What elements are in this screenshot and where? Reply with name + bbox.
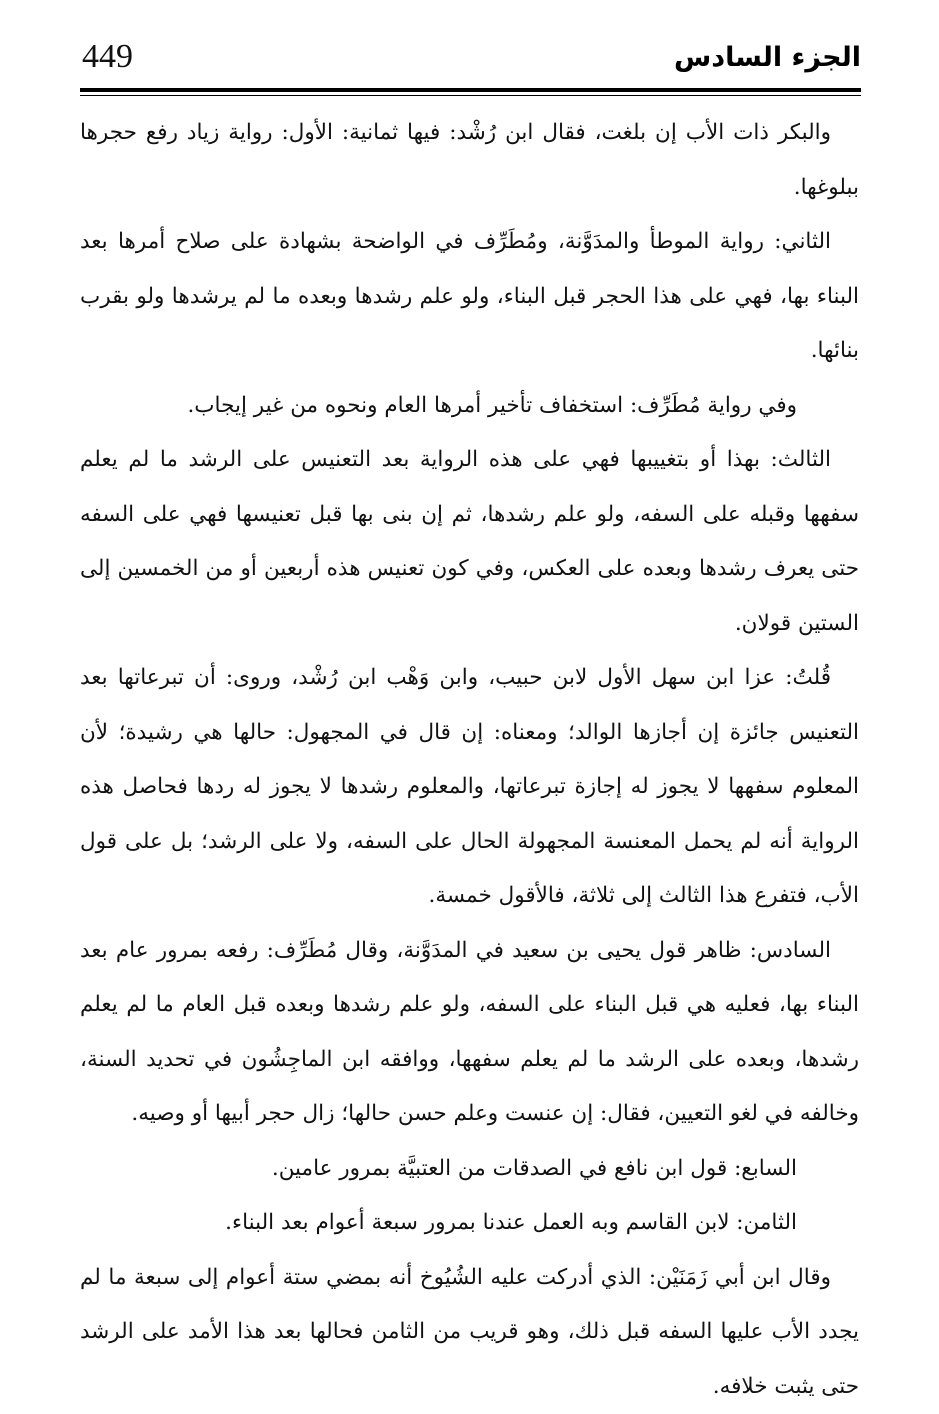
running-header-title: الجزء السادس [674,42,861,73]
paragraph: والبكر ذات الأب إن بلغت، فقال ابن رُشْد: فيها ثمانية: الأول: رواية زياد رفع حجرها ببلوغها. [80,106,859,215]
paragraph: الثالث: بهذا أو بتغييبها فهي على هذه الرواية بعد التعنيس على الرشد ما لم يعلم سفهها وقبله على السفه، ولو علم رشدها، ثم إن بنى بها قبل تعنيسها فهي على السفه حتى يعرف رشدها وبعده على العكس، وفي كون تعنيس هذه أربعين أو من الخمسين إلى الستين قولان. [80,433,859,651]
paragraph: وفي رواية مُطَرِّف: استخفاف تأخير أمرها العام ونحوه من غير إيجاب. [80,379,859,434]
paragraph: وقال ابن أبي زَمَنَيْن: الذي أدركت عليه الشُيُوخ أنه بمضي ستة أعوام إلى سبعة ما لم يجدد الأب عليها السفه قبل ذلك، وهو قريب من الثامن فحالها بعد هذا الأمد على الرشد حتى يثبت خلافه. [80,1251,859,1414]
body-text [80,106,859,1414]
page-number: 449 [82,38,133,76]
paragraph: قُلتُ: عزا ابن سهل الأول لابن حبيب، وابن وَهْب ابن رُشْد، وروى: أن تبرعاتها بعد التعنيس جائزة إن أجازها الوالد؛ ومعناه: إن قال في المجهول: حالها هي رشيدة؛ لأن المعلوم سفهها لا يجوز له إجازة تبرعاتها، والمعلوم رشدها لا يجوز له ردها فحاصل هذه الرواية أنه لم يحمل المعنسة المجهولة الحال على السفه، ولا على الرشد؛ بل على قول الأب، فتفرع هذا الثالث إلى ثلاثة، فالأقول خمسة. [80,651,859,924]
header-rule-thin [80,95,861,96]
paragraph: الثاني: رواية الموطأ والمدَوَّنة، ومُطَرِّف في الواضحة بشهادة على صلاح أمرها بعد البناء بها، فهي على هذا الحجر قبل البناء، ولو علم رشدها وبعده ما لم يرشدها ولو بقرب بنائها. [80,215,859,379]
paragraph: السادس: ظاهر قول يحيى بن سعيد في المدَوَّنة، وقال مُطَرِّف: رفعه بمرور عام بعد البناء بها، فعليه هي قبل البناء على السفه، ولو علم رشدها وبعده قبل العام ما لم يعلم رشدها، وبعده على الرشد ما لم يعلم سفهها، ووافقه ابن الماجِشُون في تحديد السنة، وخالفه في لغو التعيين، فقال: إن عنست وعلم حسن حالها؛ زال حجر أبيها أو وصيه. [80,924,859,1142]
paragraph: السابع: قول ابن نافع في الصدقات من العتبيَّة بمرور عامين. [80,1142,859,1197]
paragraph: الثامن: لابن القاسم وبه العمل عندنا بمرور سبعة أعوام بعد البناء. [80,1196,859,1251]
header-rule-thick [80,88,861,92]
